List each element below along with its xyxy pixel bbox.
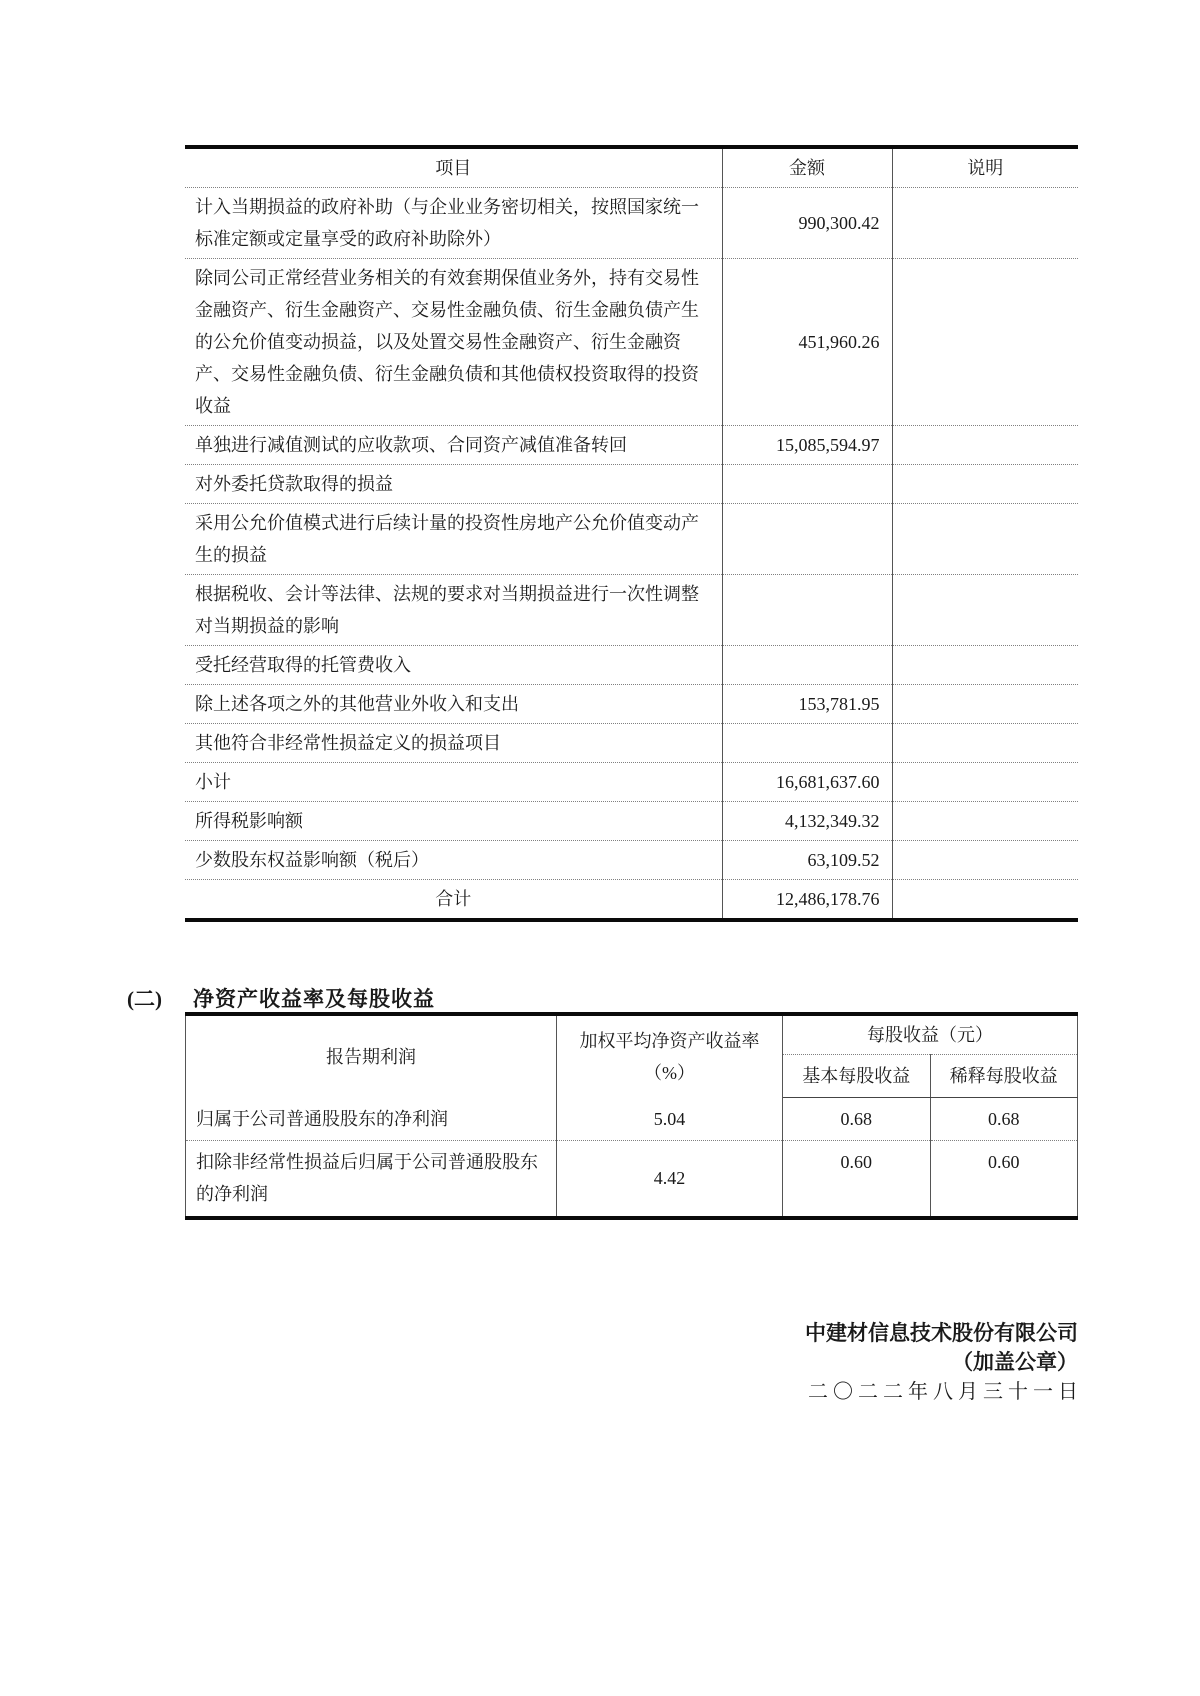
note-cell — [892, 259, 1078, 426]
table-row — [185, 646, 1078, 685]
item-cell: 计入当期损益的政府补助（与企业业务密切相关，按照国家统一标准定额或定量享受的政府补助除外） — [185, 188, 722, 259]
section-title: 净资产收益率及每股收益 — [193, 987, 435, 1011]
amount-cell: 4,132,349.32 — [722, 802, 892, 841]
eps-basic-cell: 0.60 — [783, 1140, 931, 1218]
table-row — [185, 802, 1078, 841]
roe-cell: 4.42 — [557, 1140, 783, 1218]
table-row-subtotal — [185, 763, 1078, 802]
roe-eps-table — [185, 1012, 1078, 1220]
item-cell: 所得税影响额 — [185, 802, 722, 841]
item-cell: 其他符合非经常性损益定义的损益项目 — [185, 724, 722, 763]
item-cell: 小计 — [185, 763, 722, 802]
table-row — [185, 724, 1078, 763]
roe-cell: 5.04 — [557, 1098, 783, 1141]
section-heading — [127, 983, 435, 1013]
amount-cell: 63,109.52 — [722, 841, 892, 880]
table2-header-roe-line1: 加权平均净资产收益率 — [579, 1030, 760, 1051]
table-row — [185, 188, 1078, 259]
note-cell — [892, 841, 1078, 880]
amount-cell — [722, 724, 892, 763]
note-cell — [892, 802, 1078, 841]
eps-diluted-cell: 0.68 — [930, 1098, 1078, 1141]
table2-header-row-1 — [186, 1014, 1078, 1055]
amount-cell: 12,486,178.76 — [722, 880, 892, 921]
amount-cell: 990,300.42 — [722, 188, 892, 259]
seal-note: （加盖公章） — [952, 1350, 1078, 1374]
table-row — [185, 465, 1078, 504]
table-row-total — [185, 880, 1078, 921]
table2-header-eps-diluted: 稀释每股收益 — [930, 1055, 1078, 1098]
eps-basic-cell: 0.68 — [783, 1098, 931, 1141]
item-cell: 采用公允价值模式进行后续计量的投资性房地产公允价值变动产生的损益 — [185, 504, 722, 575]
note-cell — [892, 685, 1078, 724]
table1-header-item: 项目 — [185, 147, 722, 188]
amount-cell: 15,085,594.97 — [722, 426, 892, 465]
item-cell: 根据税收、会计等法律、法规的要求对当期损益进行一次性调整对当期损益的影响 — [185, 575, 722, 646]
amount-cell — [722, 465, 892, 504]
item-cell: 单独进行减值测试的应收款项、合同资产减值准备转回 — [185, 426, 722, 465]
table2-header-eps-basic: 基本每股收益 — [783, 1055, 931, 1098]
table1-header-note: 说明 — [892, 147, 1078, 188]
note-cell — [892, 575, 1078, 646]
table2-header-eps-group: 每股收益（元） — [783, 1014, 1078, 1055]
item-cell: 少数股东权益影响额（税后） — [185, 841, 722, 880]
table2-header-roe-line2: （%） — [644, 1062, 695, 1083]
table2-header-roe — [557, 1014, 783, 1098]
table-row — [185, 259, 1078, 426]
note-cell — [892, 465, 1078, 504]
non-recurring-items-table-wrap — [185, 145, 1078, 922]
note-cell — [892, 880, 1078, 921]
table-row — [185, 504, 1078, 575]
table-row — [185, 685, 1078, 724]
note-cell — [892, 188, 1078, 259]
table2-header-profit: 报告期利润 — [186, 1014, 557, 1098]
item-cell: 除同公司正常经营业务相关的有效套期保值业务外，持有交易性金融资产、衍生金融资产、交易性金融负债、衍生金融负债产生的公允价值变动损益，以及处置交易性金融资产、衍生金融资产、交易性金融负债、衍生金融负债和其他债权投资取得的投资收益 — [185, 259, 722, 426]
item-cell: 受托经营取得的托管费收入 — [185, 646, 722, 685]
table-row — [186, 1140, 1078, 1218]
amount-cell: 153,781.95 — [722, 685, 892, 724]
item-cell: 合计 — [185, 880, 722, 921]
amount-cell: 451,960.26 — [722, 259, 892, 426]
amount-cell — [722, 646, 892, 685]
table-row — [185, 841, 1078, 880]
amount-cell — [722, 575, 892, 646]
section-number: (二) — [127, 987, 162, 1011]
note-cell — [892, 646, 1078, 685]
eps-diluted-cell: 0.60 — [930, 1140, 1078, 1218]
signature-block — [805, 1318, 1083, 1407]
company-name: 中建材信息技术股份有限公司 — [805, 1321, 1078, 1345]
amount-cell: 16,681,637.60 — [722, 763, 892, 802]
note-cell — [892, 504, 1078, 575]
table-row — [186, 1098, 1078, 1141]
item-cell: 归属于公司普通股股东的净利润 — [186, 1098, 557, 1141]
roe-eps-table-wrap — [185, 1012, 1078, 1220]
item-cell: 扣除非经常性损益后归属于公司普通股股东的净利润 — [186, 1140, 557, 1218]
item-cell: 除上述各项之外的其他营业外收入和支出 — [185, 685, 722, 724]
table1-header-row — [185, 147, 1078, 188]
table1-header-amount: 金额 — [722, 147, 892, 188]
non-recurring-items-table — [185, 145, 1078, 922]
note-cell — [892, 724, 1078, 763]
table-row — [185, 426, 1078, 465]
note-cell — [892, 426, 1078, 465]
signature-date: 二〇二二年八月三十一日 — [808, 1381, 1083, 1403]
amount-cell — [722, 504, 892, 575]
table-row — [185, 575, 1078, 646]
note-cell — [892, 763, 1078, 802]
item-cell: 对外委托贷款取得的损益 — [185, 465, 722, 504]
